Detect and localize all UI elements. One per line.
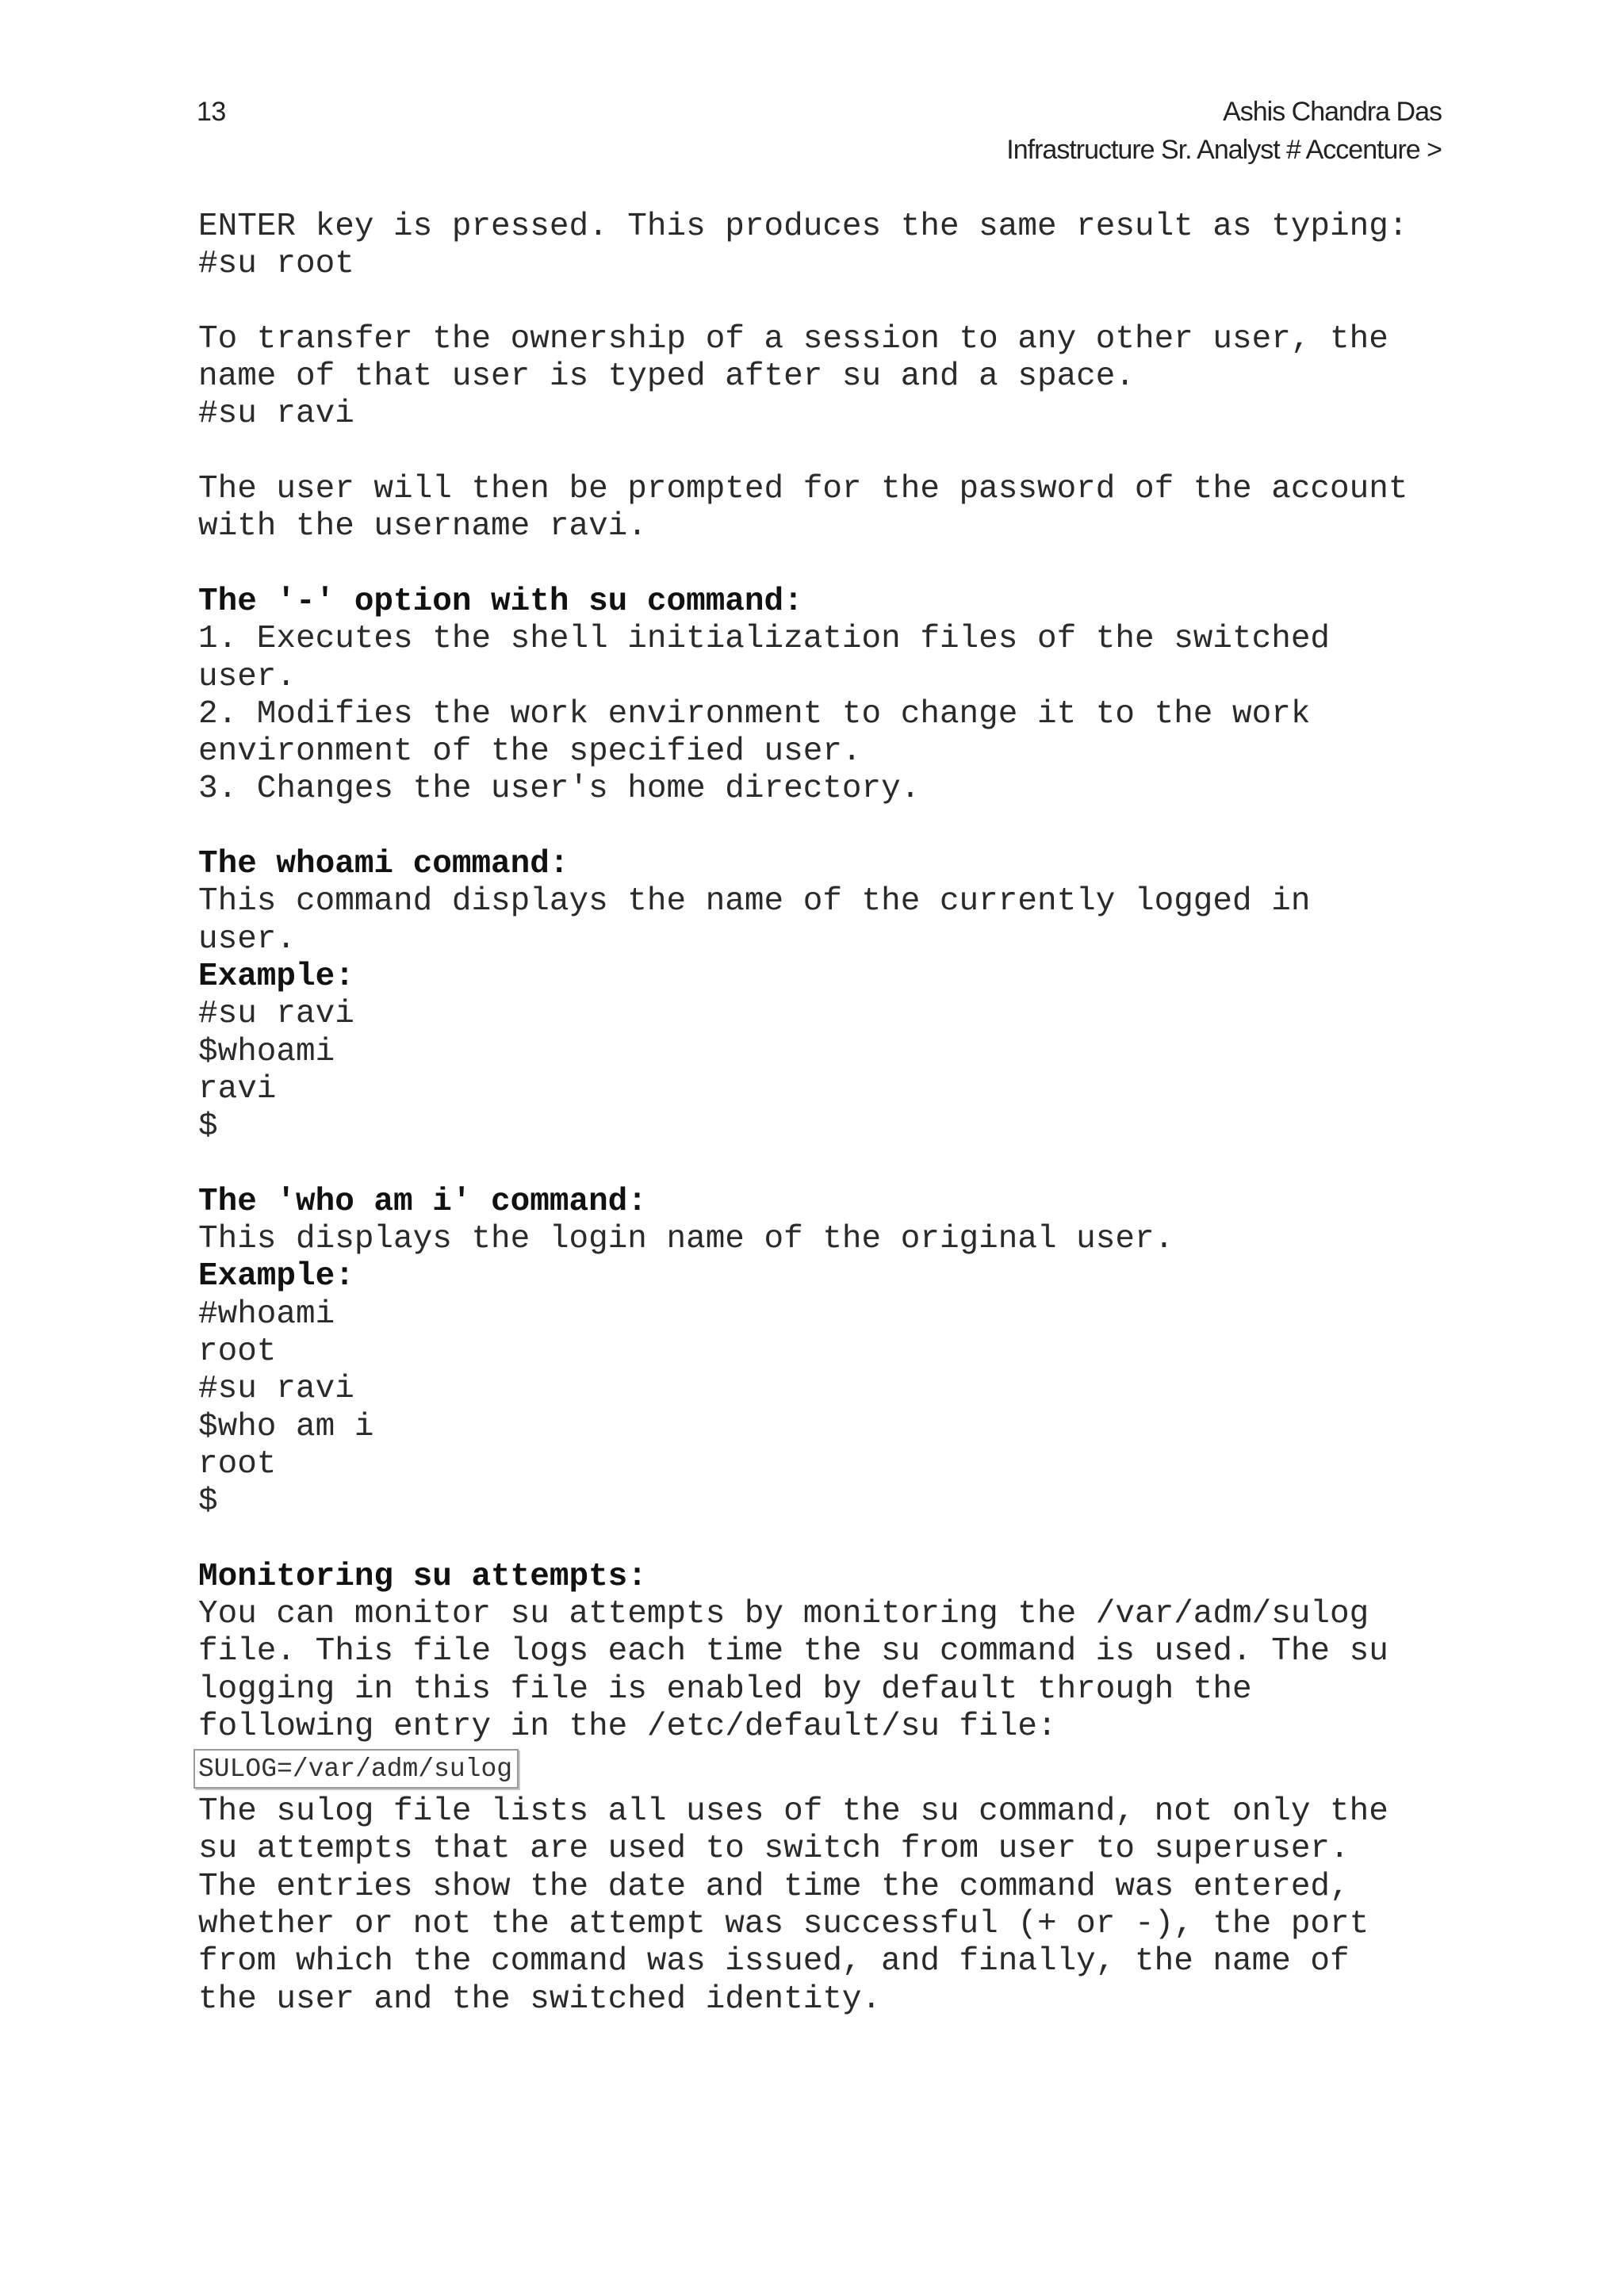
body-text-line: The user will then be prompted for the password of the account (198, 471, 1408, 508)
list-item: 2. Modifies the work environment to change it to the work (198, 695, 1311, 733)
section-heading-dash-option: The '-' option with su command: (198, 583, 803, 620)
body-text-line: The sulog file lists all uses of the su command, not only the (198, 1793, 1388, 1831)
body-text-line: from which the command was issued, and finally, the name of (198, 1943, 1350, 1980)
list-item: user. (198, 658, 297, 695)
list-item: 3. Changes the user's home directory. (198, 771, 921, 808)
command-line: $who am i (198, 1408, 374, 1445)
page-header (1006, 93, 1442, 169)
command-line: root (198, 1333, 277, 1370)
body-text-line: with the username ravi. (198, 508, 647, 545)
command-line: $ (198, 1483, 218, 1521)
author-name: Ashis Chandra Das (1223, 97, 1442, 127)
command-line: #su ravi (198, 1371, 354, 1408)
section-heading-who-am-i: The 'who am i' command: (198, 1183, 647, 1220)
body-text-line: ENTER key is pressed. This produces the same result as typing: (198, 209, 1408, 245)
command-line: ravi (198, 1070, 277, 1108)
body-text-line: This command displays the name of the currently logged in (198, 883, 1311, 920)
list-item: environment of the specified user. (198, 733, 862, 771)
body-text-line: su attempts that are used to switch from user to superuser. (198, 1831, 1350, 1868)
body-text-line: file. This file logs each time the su command is used. The su (198, 1633, 1388, 1670)
author-role: Infrastructure Sr. Analyst # Accenture > (1006, 135, 1442, 165)
body-text-line: whether or not the attempt was successful (+ or -), the port (198, 1906, 1369, 1943)
page-number: 13 (197, 97, 226, 127)
body-text-line: You can monitor su attempts by monitoring the /var/adm/sulog (198, 1595, 1369, 1632)
example-label: Example: (198, 958, 354, 995)
list-item: 1. Executes the shell initialization files of the switched (198, 621, 1331, 658)
document-body (198, 209, 1467, 2019)
body-text-line: To transfer the ownership of a session to any other user, the (198, 320, 1388, 358)
sulog-config-code-box: SULOG=/var/adm/sulog (193, 1749, 519, 1789)
body-text-line: the user and the switched identity. (198, 1980, 882, 2018)
command-line: #su ravi (198, 996, 354, 1033)
example-label: Example: (198, 1258, 354, 1295)
command-line: #su ravi (198, 396, 354, 433)
body-text-line: user. (198, 920, 297, 958)
body-text-line: name of that user is typed after su and a space. (198, 358, 1135, 396)
body-text-line: logging in this file is enabled by default through the (198, 1670, 1252, 1708)
command-line: root (198, 1445, 277, 1483)
command-line: $ (198, 1108, 218, 1146)
body-text-line: following entry in the /etc/default/su file: (198, 1708, 1057, 1745)
command-line: $whoami (198, 1033, 335, 1070)
command-line: #whoami (198, 1295, 335, 1333)
command-line: #su root (198, 246, 354, 283)
body-text-line: The entries show the date and time the command was entered, (198, 1868, 1350, 1905)
section-heading-monitoring: Monitoring su attempts: (198, 1558, 647, 1595)
section-heading-whoami: The whoami command: (198, 846, 569, 883)
body-text-line: This displays the login name of the original user. (198, 1221, 1174, 1258)
